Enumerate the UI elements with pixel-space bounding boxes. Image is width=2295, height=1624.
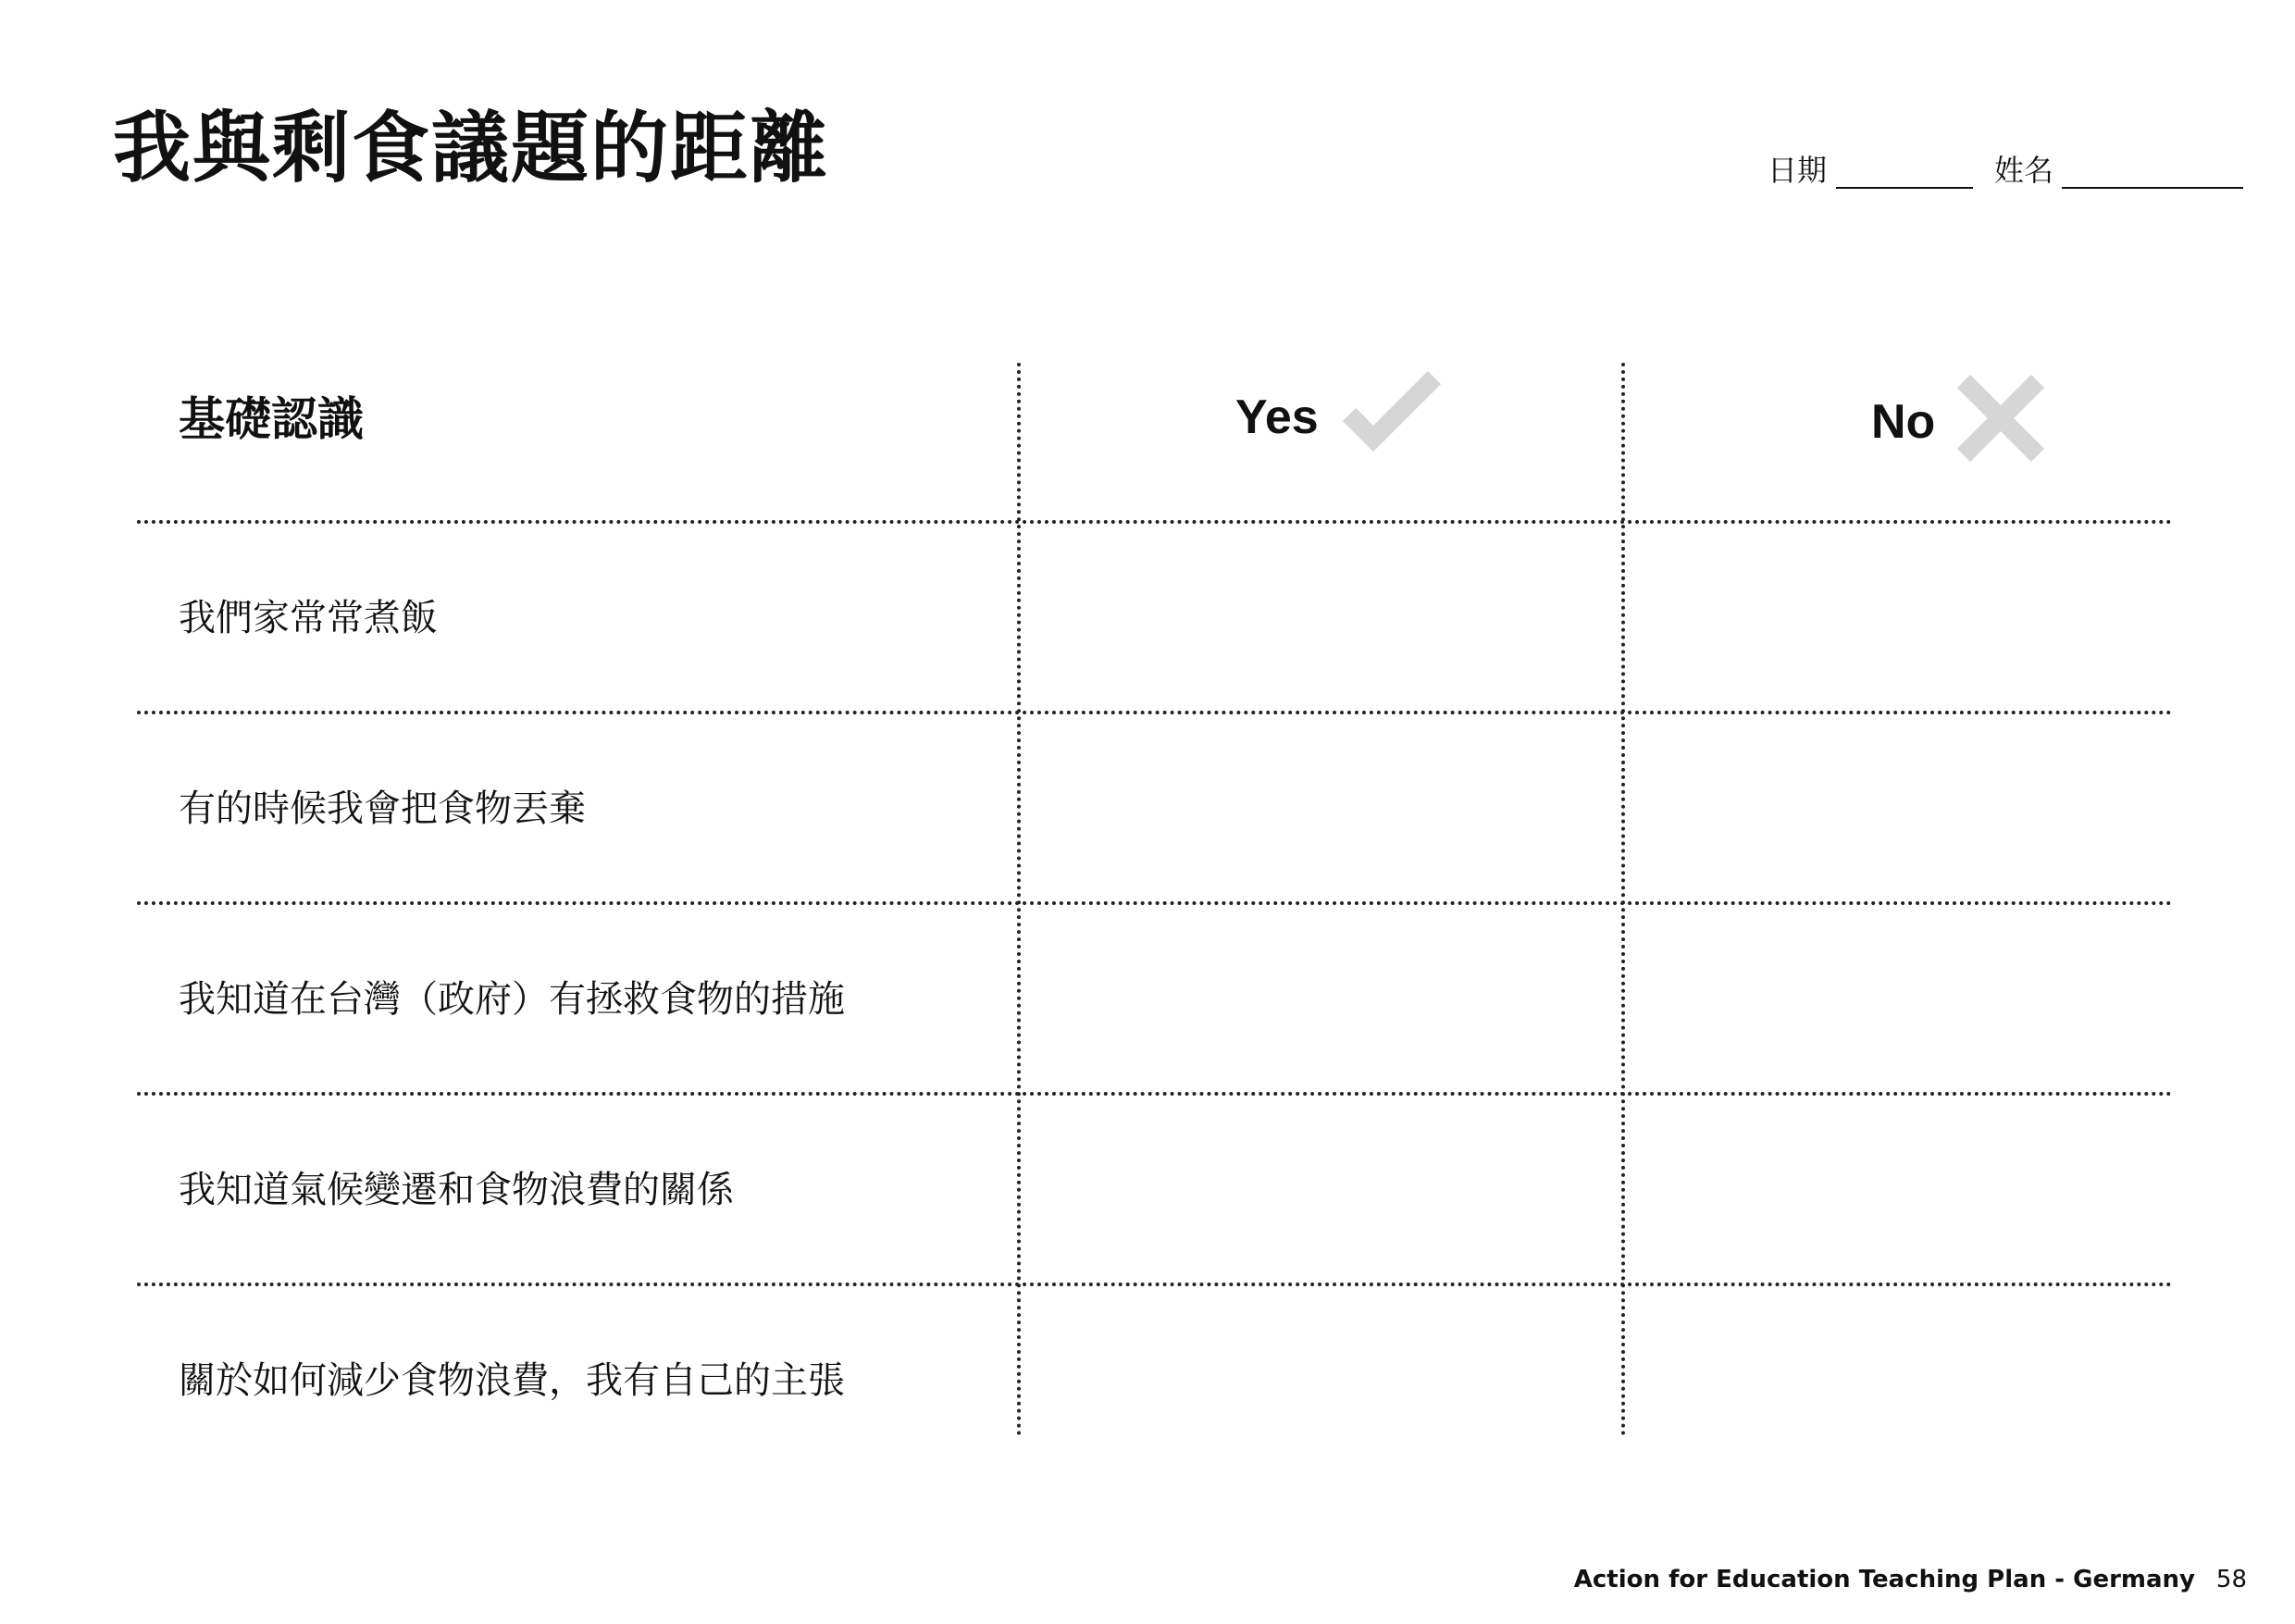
cross-icon (1954, 372, 2047, 465)
statement-row-3: 我知道在台灣（政府）有拯救食物的措施 (179, 978, 845, 1021)
yes-column-label: Yes (1235, 391, 1319, 444)
row-divider (137, 711, 2173, 714)
date-label: 日期 (1768, 153, 1828, 188)
name-blank-line[interactable] (2062, 187, 2243, 189)
column-divider-no (1621, 363, 1625, 1436)
footer-text: Action for Education Teaching Plan - Germany (1573, 1566, 2195, 1593)
page-number: 58 (2215, 1566, 2247, 1593)
statement-row-2: 有的時候我會把食物丟棄 (179, 787, 586, 830)
row-divider (137, 901, 2173, 905)
row-divider (137, 1283, 2173, 1286)
column-divider-yes (1017, 363, 1021, 1436)
statement-row-4: 我知道氣候變遷和食物浪費的關係 (179, 1169, 734, 1211)
column-header-basics: 基礎認識 (179, 392, 364, 446)
row-divider (137, 520, 2173, 524)
page-title: 我與剩食議題的距離 (113, 103, 830, 193)
date-blank-line[interactable] (1836, 187, 1973, 189)
no-column-label: No (1871, 395, 1936, 449)
name-label: 姓名 (1994, 153, 2054, 188)
row-divider (137, 1092, 2173, 1096)
statement-row-5: 關於如何減少食物浪費，我有自己的主張 (179, 1359, 845, 1402)
statement-row-1: 我們家常常煮飯 (179, 597, 438, 639)
check-icon (1340, 370, 1444, 452)
